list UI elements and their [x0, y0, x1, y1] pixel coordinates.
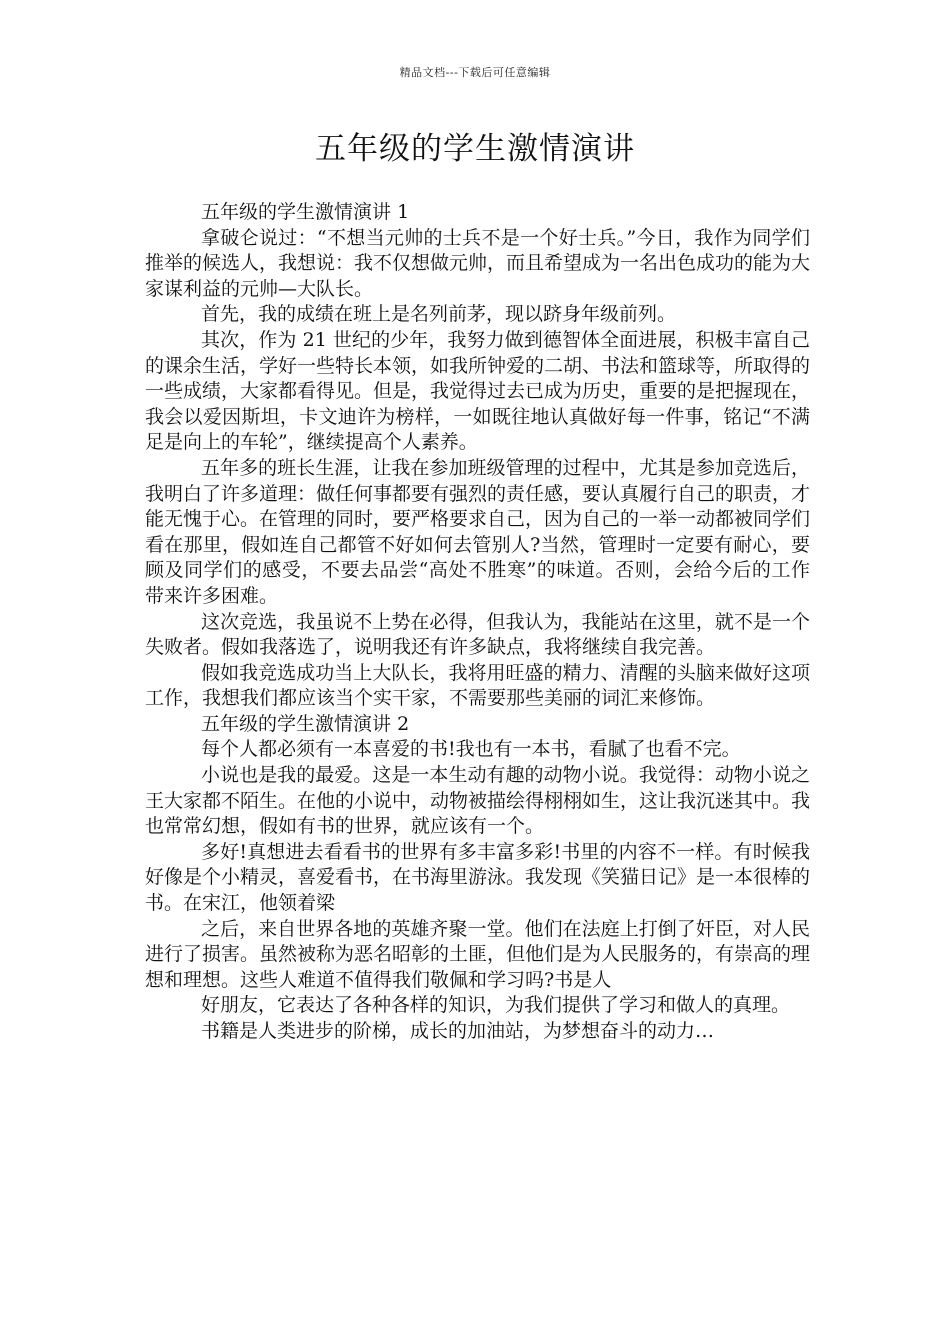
paragraph: 多好!真想进去看看书的世界有多丰富多彩!书里的内容不一样。有时候我好像是个小精灵，喜爱看书，在书海里游泳。我发现《笑猫日记》是一本很棒的书。在宋江，他领着梁 [145, 840, 811, 915]
document-body [145, 200, 810, 1045]
header-note: 精品文档---下载后可任意编辑 [399, 66, 551, 79]
paragraph: 拿破仑说过：“不想当元帅的士兵不是一个好士兵。”今日，我作为同学们推举的候选人，我想说：我不仅想做元帅，而且希望成为一名出色成功的能为大家谋利益的元帅—大队长。 [145, 226, 811, 300]
paragraph: 小说也是我的最爱。这是一本生动有趣的动物小说。我觉得：动物小说之王大家都不陌生。在他的小说中，动物被描绘得栩栩如生，这让我沉迷其中。我也常常幻想，假如有书的世界，就应该有一个。 [145, 764, 811, 838]
paragraph: 假如我竞选成功当上大队长，我将用旺盛的精力、清醒的头脑来做好这项工作，我想我们都应该当个实干家，不需要那些美丽的词汇来修饰。 [145, 661, 810, 710]
paragraph: 每个人都必须有一本喜爱的书!我也有一本书，看腻了也看不完。 [201, 738, 741, 761]
paragraph: 书籍是人类进步的阶梯，成长的加油站，为梦想奋斗的动力… [201, 1020, 715, 1042]
paragraph: 五年多的班长生涯，让我在参加班级管理的过程中，尤其是参加竞选后，我明白了许多道理：做任何事都要有强烈的责任感，要认真履行自己的职责，才能无愧于心。在管理的同时，要严格要求自己，因为自己的一举一动都被同学们看在那里，假如连自己都管不好如何去管别人?当然，管理时一定要有耐心，要顾及同学们的感受，不要去品尝“高处不胜寒”的味道。否则，会给今后的工作带来许多困难。 [145, 456, 811, 607]
paragraph: 这次竞选，我虽说不上势在必得，但我认为，我能站在这里，就不是一个失败者。假如我落选了，说明我还有许多缺点，我将继续自我完善。 [145, 610, 810, 659]
paragraph: 首先，我的成绩在班上是名列前茅，现以跻身年级前列。 [201, 303, 677, 326]
section-heading-1: 五年级的学生激情演讲 1 [201, 201, 410, 223]
paragraph: 之后，来自世界各地的英雄齐聚一堂。他们在法庭上打倒了奸臣，对人民进行了损害。虽然被称为恶名昭彰的土匪，但他们是为人民服务的，有崇高的理想和理想。这些人难道不值得我们敬佩和学习吗?书是人 [145, 917, 811, 991]
document-title: 五年级的学生激情演讲 [315, 131, 635, 167]
paragraph: 其次，作为 21 世纪的少年，我努力做到德智体全面进展，积极丰富自己的课余生活，学好一些特长本领，如我所钟爱的二胡、书法和篮球等，所取得的一些成绩，大家都看得见。但是，我觉得过去已成为历史，重要的是把握现在，我会以爱因斯坦，卡文迪许为榜样，一如既往地认真做好每一件事，铭记“不满足是向上的车轮”，继续提高个人素养。 [145, 328, 811, 454]
paragraph: 好朋友，它表达了各种各样的知识，为我们提供了学习和做人的真理。 [201, 994, 791, 1017]
section-heading-2: 五年级的学生激情演讲 2 [201, 712, 410, 735]
